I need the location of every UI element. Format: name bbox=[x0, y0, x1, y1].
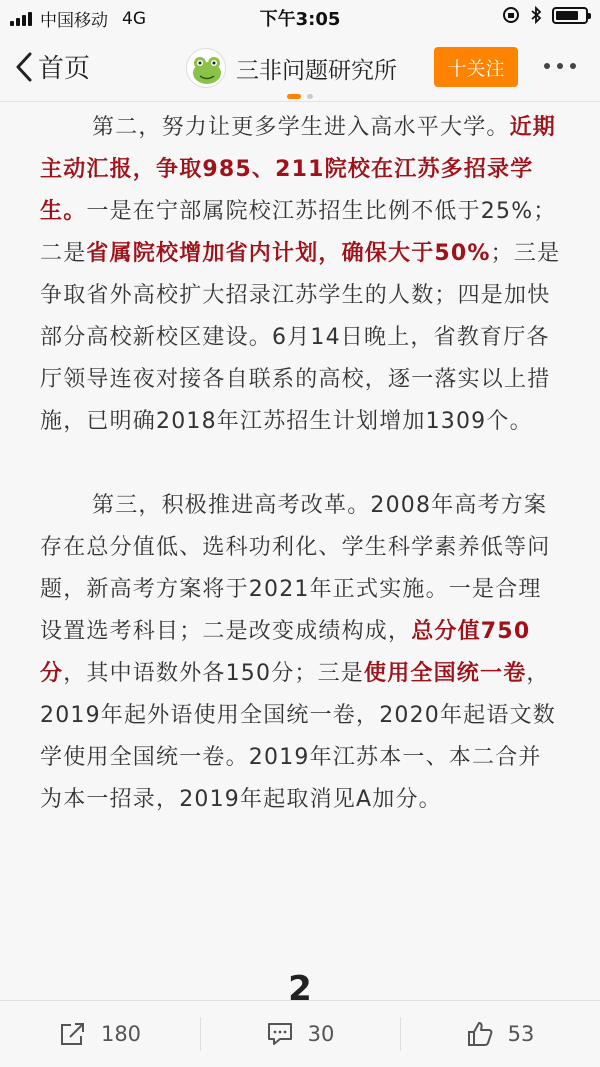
share-count: 180 bbox=[100, 1022, 142, 1046]
paragraph-section-two bbox=[40, 107, 564, 443]
chevron-left-icon bbox=[14, 51, 34, 83]
bluetooth-icon bbox=[530, 6, 542, 24]
more-dot-icon bbox=[570, 63, 576, 69]
carrier-label: 中国移动 bbox=[40, 11, 108, 31]
paragraph-text: 第三，积极推进高考改革。2008年高考方案存在总分值低、选科功利化、学生科学素养低等问题，新高考方案将于2021年正式实施。一是合理设置选考科目；二是改变成绩构成， bbox=[40, 493, 551, 644]
comment-count: 30 bbox=[307, 1022, 335, 1046]
comment-button[interactable] bbox=[200, 1001, 400, 1067]
page-dot bbox=[307, 94, 313, 99]
share-icon bbox=[59, 1021, 87, 1047]
more-dot-icon bbox=[544, 63, 550, 69]
status-time: 下午3:05 bbox=[259, 9, 341, 30]
nav-bar bbox=[0, 34, 600, 102]
follow-button[interactable]: 十关注 bbox=[434, 47, 518, 87]
back-button[interactable] bbox=[14, 48, 90, 85]
highlight-text: 总分值750分 bbox=[40, 619, 531, 686]
back-label: 首页 bbox=[38, 54, 91, 84]
battery-fill bbox=[556, 11, 578, 20]
paragraph-text: 一是在宁部属院校江苏招生比例不低于25%；二是 bbox=[40, 199, 557, 266]
section-two-heading: 第二，努力让更多学生进入高水平大学。 bbox=[92, 115, 510, 140]
network-label: 4G bbox=[122, 8, 146, 29]
avatar-frog-icon bbox=[187, 49, 226, 88]
like-count: 53 bbox=[507, 1022, 535, 1046]
account-name[interactable]: 三非问题研究所 bbox=[236, 57, 397, 84]
highlight-text: 近期主动汇报，争取985、211院校在江苏多招录学生。 bbox=[40, 115, 557, 224]
more-dot-icon bbox=[557, 63, 563, 69]
paragraph-section-three bbox=[40, 485, 564, 821]
more-button[interactable] bbox=[540, 54, 580, 78]
highlight-text: 使用全国统一卷 bbox=[364, 661, 527, 686]
comment-icon bbox=[266, 1021, 294, 1047]
paragraph-text: ；三是争取省外高校扩大招录江苏学生的人数；四是加快部分高校新校区建设。6月14日晚上，省教育厅各厅领导连夜对接各自联系的高校，逐一落实以上措施，已明确2018年江苏招生计划增加1309个。 bbox=[40, 241, 561, 434]
status-bar bbox=[0, 0, 600, 34]
thumbs-up-icon bbox=[466, 1020, 494, 1048]
account-header[interactable] bbox=[186, 48, 397, 88]
status-right bbox=[502, 6, 588, 24]
lock-rotation-icon bbox=[502, 6, 520, 24]
paragraph-text: ，其中语数外各150分；三是 bbox=[63, 661, 364, 686]
battery-icon bbox=[552, 7, 588, 24]
page-dot-active bbox=[287, 94, 301, 99]
share-button[interactable] bbox=[0, 1001, 200, 1067]
bottom-action-bar bbox=[0, 1000, 600, 1067]
article-body bbox=[0, 103, 600, 1000]
section-number: 2 bbox=[288, 969, 312, 1000]
like-button[interactable] bbox=[400, 1001, 600, 1067]
avatar[interactable] bbox=[186, 48, 226, 88]
highlight-text: 省属院校增加省内计划，确保大于50% bbox=[86, 241, 491, 266]
paragraph-text: ，2019年起外语使用全国统一卷，2020年起语文数学使用全国统一卷。2019年江苏本一、本二合并为本一招录，2019年起取消见A加分。 bbox=[40, 661, 556, 812]
page-indicator bbox=[0, 94, 600, 99]
